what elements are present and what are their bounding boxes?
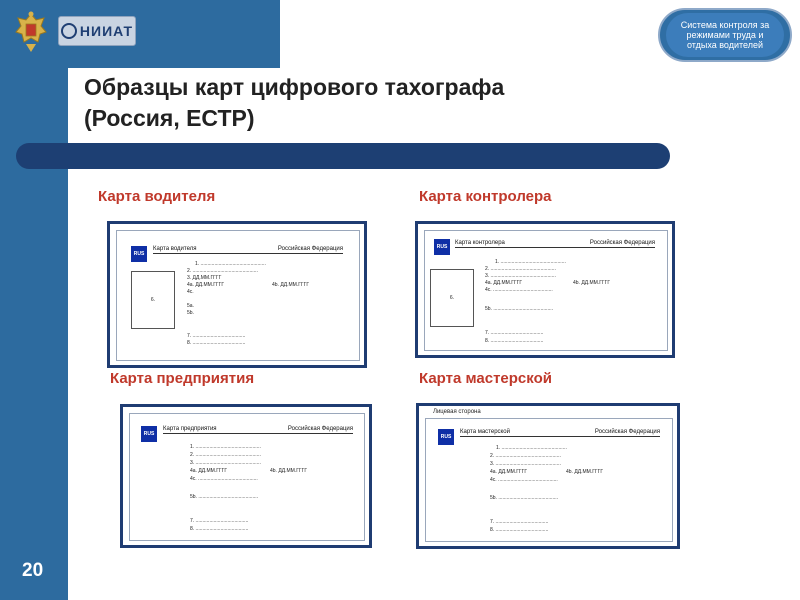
card-enterprise-header <box>163 426 353 434</box>
page-title-line2: (Россия, ЕСТР) <box>84 105 255 131</box>
card-enterprise-frame <box>120 404 372 548</box>
card-controller-country: Российская Федерация <box>589 240 655 246</box>
card-workshop-line: 7. ...................................... <box>490 519 549 525</box>
card-enterprise-line: 8. ...................................... <box>190 526 249 532</box>
card-driver-type: Карта водителя <box>153 246 197 252</box>
card-enterprise-line: 3. ............................................... <box>190 460 261 466</box>
section-badge-text: Система контроля за режимами труда и отдыха водителей <box>680 20 770 50</box>
card-enterprise-line: 4a. ДД.ММ.ГГГГ <box>190 468 228 474</box>
card-enterprise-rus-flag: RUS <box>141 426 157 442</box>
card-workshop-header <box>460 429 660 437</box>
card-enterprise-country: Российская Федерация <box>287 426 353 432</box>
card-driver <box>116 230 360 361</box>
section-badge <box>658 8 792 62</box>
card-enterprise <box>129 413 365 541</box>
card-driver-line: 4c. <box>187 289 194 295</box>
card-workshop-country: Российская Федерация <box>594 429 660 435</box>
card-driver-line: 8. ...................................... <box>187 340 246 346</box>
card-driver-line: 4b. ДД.ММ.ГГГГ <box>272 282 310 288</box>
page-number: 20 <box>22 560 44 581</box>
card-workshop-label: Карта мастерской <box>419 370 552 387</box>
card-controller-header <box>455 240 655 248</box>
card-driver-line: 2. ............................................... <box>187 268 258 274</box>
card-controller-line: 5b. ........................................... <box>485 306 554 312</box>
card-driver-line: 5b. <box>187 310 194 316</box>
card-enterprise-line: 4c. ........................................... <box>190 476 258 482</box>
card-workshop-line: 3. ............................................... <box>490 461 561 467</box>
niiat-logo-mark-icon <box>61 23 77 39</box>
card-driver-country: Российская Федерация <box>277 246 343 252</box>
card-driver-header <box>153 246 343 254</box>
card-workshop-line: 4b. ДД.ММ.ГГГГ <box>566 469 604 475</box>
card-driver-photo: 6. <box>131 271 175 329</box>
card-workshop-line: 2. ............................................... <box>490 453 561 459</box>
card-driver-label: Карта водителя <box>98 188 216 205</box>
card-driver-line: 4a. ДД.ММ.ГГГГ <box>187 282 225 288</box>
card-controller-label: Карта контролера <box>419 188 552 205</box>
card-controller-line: 7. ...................................... <box>485 330 544 336</box>
card-controller-line: 8. ...................................... <box>485 338 544 344</box>
niiat-logo <box>58 16 136 46</box>
card-enterprise-line: 5b. ........................................... <box>190 494 259 500</box>
card-controller-photo: 6. <box>430 269 474 327</box>
card-controller <box>424 230 668 351</box>
title-divider-bar <box>16 143 670 169</box>
card-controller-type: Карта контролера <box>455 240 505 246</box>
sidebar <box>0 0 68 600</box>
card-workshop-line: 5b. ........................................... <box>490 495 559 501</box>
card-workshop-line: 1. ............................................... <box>496 445 567 451</box>
card-workshop <box>425 418 673 542</box>
card-workshop-line: 4c. ........................................... <box>490 477 558 483</box>
card-enterprise-line: 7. ...................................... <box>190 518 249 524</box>
card-controller-frame <box>415 221 675 358</box>
card-enterprise-label: Карта предприятия <box>110 370 255 387</box>
card-workshop-rus-flag: RUS <box>438 429 454 445</box>
card-controller-line: 1. ............................................... <box>495 259 566 265</box>
card-controller-line: 4b. ДД.ММ.ГГГГ <box>573 280 611 286</box>
card-workshop-line: 4a. ДД.ММ.ГГГГ <box>490 469 528 475</box>
card-controller-line: 4c. ........................................... <box>485 287 553 293</box>
card-driver-frame <box>107 221 367 368</box>
card-enterprise-line: 1. ............................................... <box>190 444 261 450</box>
card-controller-line: 4a. ДД.ММ.ГГГГ <box>485 280 523 286</box>
card-driver-line: 7. ...................................... <box>187 333 246 339</box>
coat-of-arms-icon <box>14 10 48 54</box>
card-workshop-face-label: Лицевая сторона <box>433 409 481 415</box>
section-badge-inner <box>666 13 784 57</box>
card-controller-line: 2. ............................................... <box>485 266 556 272</box>
card-workshop-line: 8. ...................................... <box>490 527 549 533</box>
card-driver-line: 1. ............................................... <box>195 261 266 267</box>
niiat-logo-text: НИИАТ <box>79 23 134 39</box>
card-driver-line: 3. ДД.ММ.ГГГГ <box>187 275 222 281</box>
card-driver-line: 5a. <box>187 303 194 309</box>
page-title <box>84 72 504 134</box>
card-enterprise-line: 2. ............................................... <box>190 452 261 458</box>
card-controller-line: 3. ............................................... <box>485 273 556 279</box>
card-workshop-frame <box>416 403 680 549</box>
card-controller-rus-flag: RUS <box>434 239 450 255</box>
page-title-line1: Образцы карт цифрового тахографа <box>84 74 505 100</box>
card-driver-rus-flag: RUS <box>131 246 147 262</box>
card-enterprise-line: 4b. ДД.ММ.ГГГГ <box>270 468 308 474</box>
card-enterprise-type: Карта предприятия <box>163 426 217 432</box>
card-workshop-type: Карта мастерской <box>460 429 510 435</box>
